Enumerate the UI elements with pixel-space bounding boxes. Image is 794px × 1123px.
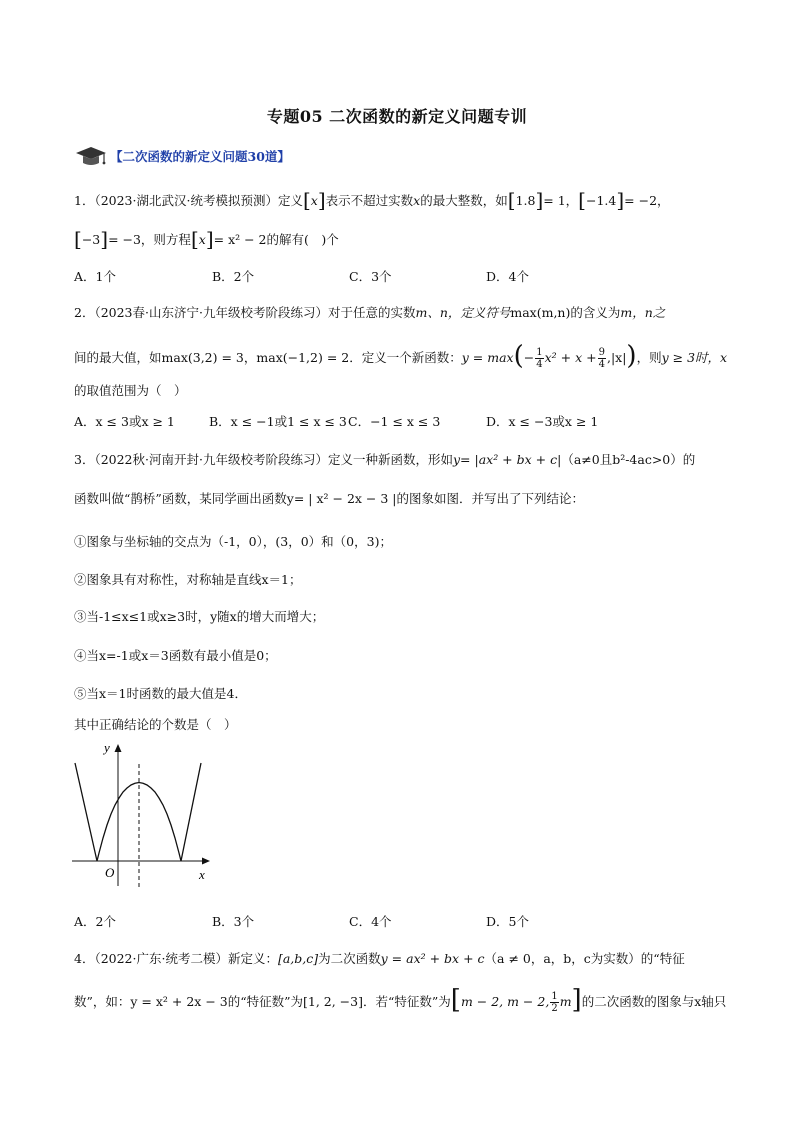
q3-line2: 函数叫做“鹊桥”函数，某同学画出函数y= | x² − 2x − 3 |的图象如图．并写出了下列结论：: [74, 491, 585, 506]
q2-line2: 间的最大值，如max(3,2) = 3，max(−1,2) = 2．定义一个新函数：y = max(− $\frac{1}{4}$ x² + x + $\frac{9}{4}$ ,|x|)，则y ≥ 3时，x: [74, 341, 728, 371]
q2-option-b[interactable]: B．x ≤ −1或1 ≤ x ≤ 3: [209, 414, 347, 429]
q3-conclusion-3: ③当-1≤x≤1或x≥3时，y随x的增大而增大；: [74, 609, 325, 624]
section-header: [74, 144, 290, 168]
x-axis-arrow: [202, 858, 210, 865]
fraction: $\frac{1}{4}$: [536, 347, 543, 370]
q3-conclusion-5: ⑤当x＝1时函数的最大值是4．: [74, 686, 247, 701]
section-label: 【二次函数的新定义问题30道】: [110, 149, 290, 164]
q3-option-c[interactable]: C．4个: [349, 914, 392, 929]
function-curve: [75, 763, 201, 861]
q2-option-d[interactable]: D．x ≤ −3或x ≥ 1: [486, 414, 599, 429]
q3-option-a[interactable]: A．2个: [74, 914, 116, 929]
q2-line1: 2．（2023春·山东济宁·九年级校考阶段练习）对于任意的实数m、n，定义符号max(m,n)的含义为m，n之: [74, 305, 666, 320]
y-axis-label: y: [104, 740, 110, 755]
graduation-cap-icon: [74, 144, 108, 168]
y-axis-arrow: [115, 744, 122, 752]
x-axis-label: x: [199, 867, 205, 882]
q4-line2: 数”，如：y = x² + 2x − 3的“特征数”为[1, 2, −3]．若“特征数”为[m − 2, m − 2, $\frac{1}{2}$ m]的二次函数的图象与x轴只: [74, 985, 727, 1015]
q3-conclusion-2: ②图象具有对称性，对称轴是直线x＝1；: [74, 572, 302, 587]
q3-conclusion-1: ①图象与坐标轴的交点为（-1，0），(3，0）和（0，3)；: [74, 534, 392, 549]
q1-option-a[interactable]: A．1个: [74, 269, 116, 284]
q3-option-d[interactable]: D．5个: [486, 914, 529, 929]
q1-option-b[interactable]: B．2个: [212, 269, 255, 284]
q1-line2: [−3]= −3，则方程[x]= x² − 2的解有( )个: [74, 227, 339, 251]
q1-line1: 1．（2023·湖北武汉·统考模拟预测）定义[x]表示不超过实数x的最大整数，如[1.8]= 1，[−1.4]= −2，: [74, 188, 670, 212]
q1-option-c[interactable]: C．3个: [349, 269, 392, 284]
q2-option-c[interactable]: C．−1 ≤ x ≤ 3: [348, 414, 441, 429]
q4-line1: 4．（2022·广东·统考二模）新定义：[a,b,c]为二次函数y = ax² + bx + c（a ≠ 0，a，b，c为实数）的“特征: [74, 951, 685, 966]
q2-line3: 的取值范围为（ ）: [74, 383, 187, 398]
q1-option-d[interactable]: D．4个: [486, 269, 529, 284]
page-title: 专题05 二次函数的新定义问题专训: [266, 107, 528, 126]
q3-ask: 其中正确结论的个数是（ ）: [74, 717, 237, 732]
q3-line1: 3．（2022秋·河南开封·九年级校考阶段练习）定义一种新函数，形如y= |ax² + bx + c|（a≠0且b²-4ac>0）的: [74, 452, 696, 467]
fraction: $\frac{1}{2}$: [551, 991, 558, 1014]
fraction: $\frac{9}{4}$: [598, 347, 605, 370]
q3-conclusion-4: ④当x=-1或x＝3函数有最小值是0；: [74, 648, 277, 663]
q3-option-b[interactable]: B．3个: [212, 914, 255, 929]
q2-option-a[interactable]: A．x ≤ 3或x ≥ 1: [74, 414, 175, 429]
q3-function-graph: [68, 736, 218, 888]
origin-label: O: [105, 865, 115, 880]
